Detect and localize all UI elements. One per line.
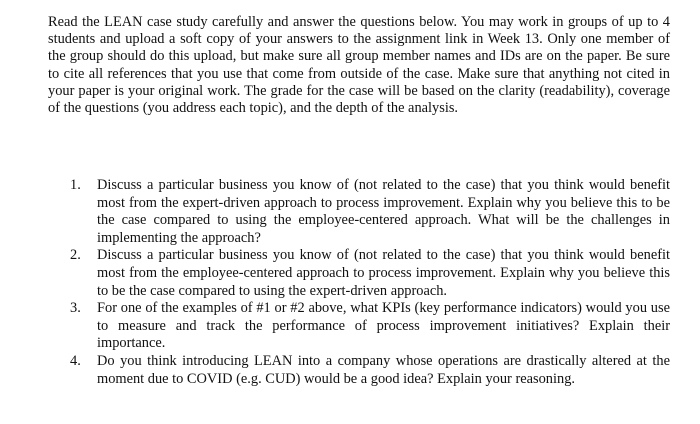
question-number: 3. <box>70 300 81 317</box>
question-text: Do you think introducing LEAN into a company whose operations are drastically altered at the moment due to COVID (e.g. CUD) would be a good idea? Explain your reasoning. <box>97 352 670 387</box>
question-text: For one of the examples of #1 or #2 above, what KPIs (key performance indicators) would you use to measure and track the performance of process improvement initiatives? Explain their importance. <box>97 300 670 352</box>
question-item <box>70 353 670 388</box>
question-number: 4. <box>70 352 81 369</box>
question-item <box>70 177 670 247</box>
question-text: Discuss a particular business you know of (not related to the case) that you think would benefit most from the expert-driven approach to process improvement. Explain why you believe this to be the case compared to using the employee-centered approach. What will be the challenges in implementing the approach? <box>97 177 670 246</box>
question-item <box>70 300 670 353</box>
question-item <box>70 247 670 300</box>
question-number: 1. <box>70 177 81 193</box>
question-number: 2. <box>70 247 81 264</box>
question-text: Discuss a particular business you know of (not related to the case) that you think would benefit most from the employee-centered approach to process improvement. Explain why you believe this to be the case compared to using the expert-driven approach. <box>97 247 670 299</box>
question-list <box>70 177 670 388</box>
instructions-paragraph: Read the LEAN case study carefully and answer the questions below. You may work in groups of up to 4 students and upload a soft copy of your answers to the assignment link in Week 13. Only one member of the group should do this upload, but make sure all group member names and IDs are on the paper. Be sure to cite all references that you use that come from outside of the case. Make sure that anything not cited in your paper is your original work. The grade for the case will be based on the clarity (readability), coverage of the questions (you address each topic), and the depth of the analysis. <box>48 14 670 117</box>
